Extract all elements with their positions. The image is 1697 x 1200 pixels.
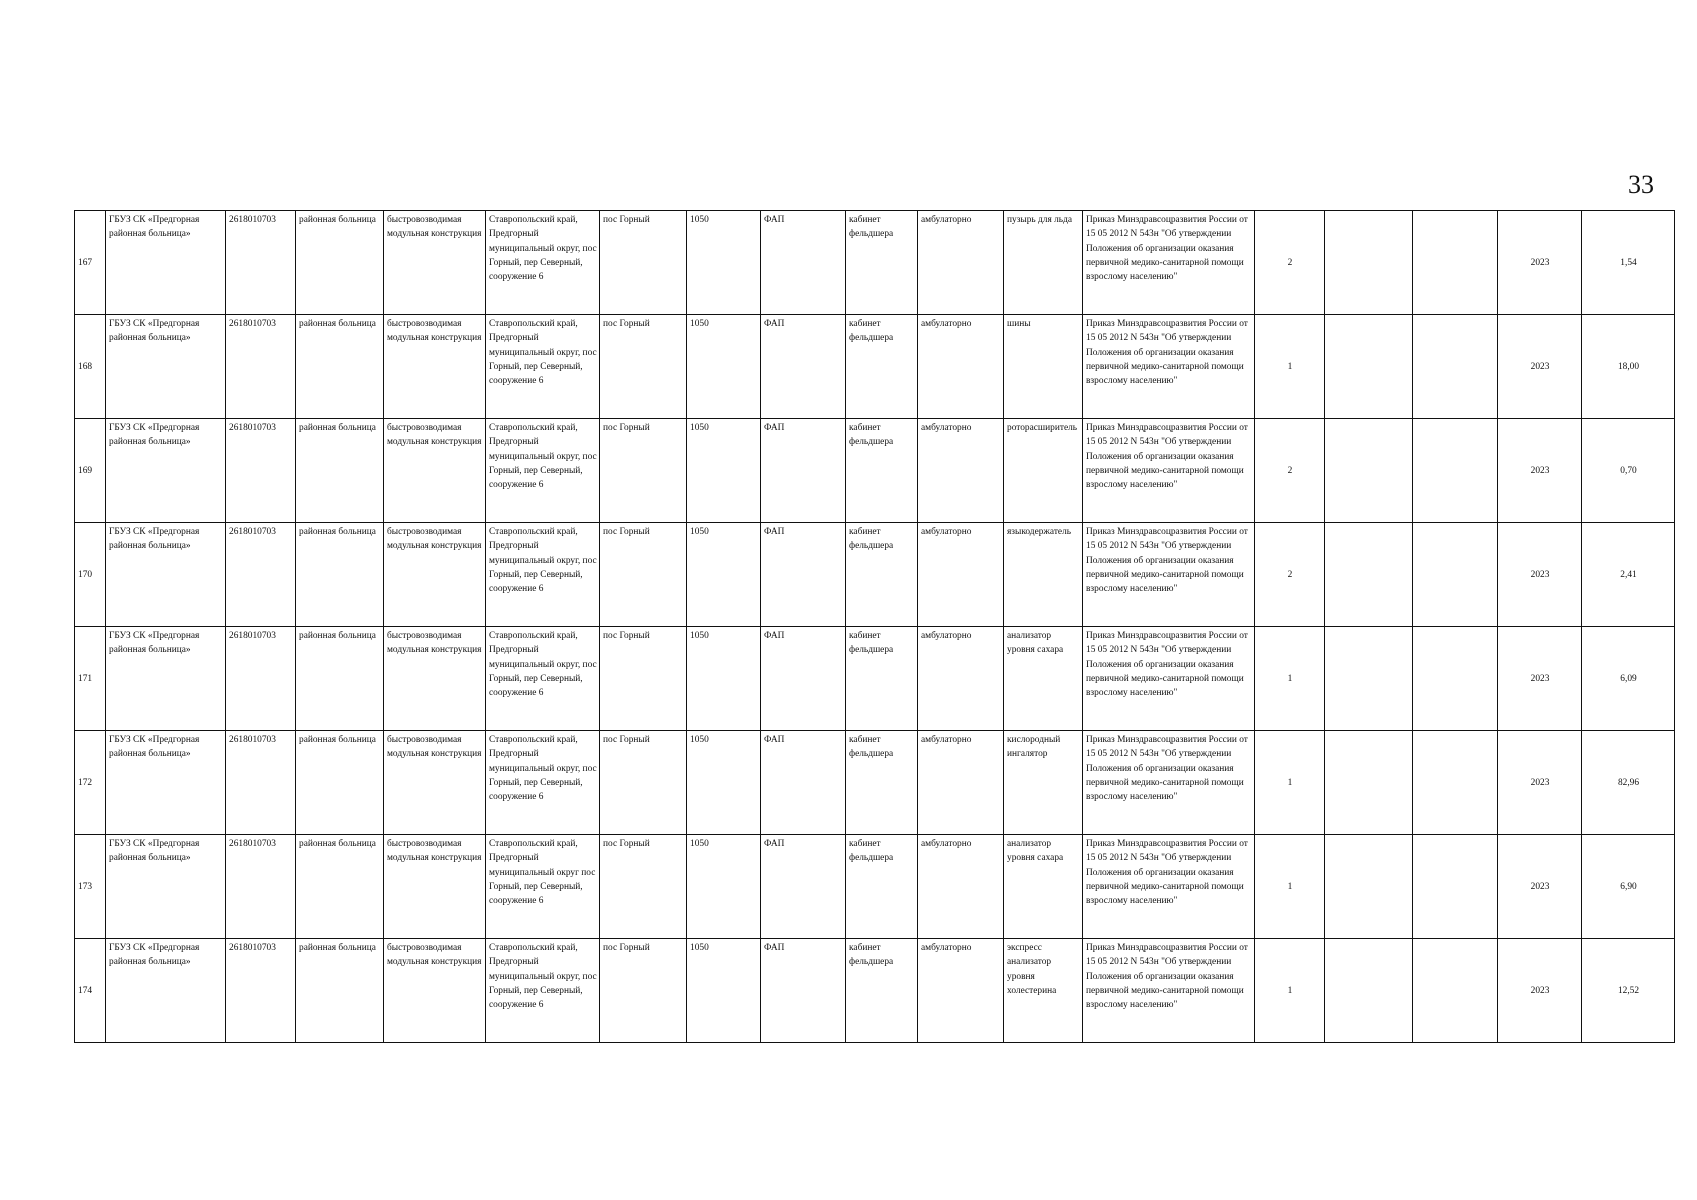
empty-cell [1413,419,1498,523]
population-cell: 1050 [687,211,761,315]
code-cell: 2618010703 [226,731,296,835]
year-cell: 2023 [1498,523,1582,627]
row-number: 172 [75,731,106,835]
settlement-cell: пос Горный [600,315,687,419]
basis-cell: Приказ Минздравсоцразвития России от 15 05 2012 N 543н "Об утверждении Положения об организации оказания первичной медико-санитарной помощи взрослому населению" [1083,419,1255,523]
equipment-cell: анализатор уровня сахара [1004,835,1083,939]
code-cell: 2618010703 [226,939,296,1043]
mode-cell: амбулаторно [918,627,1004,731]
empty-cell [1413,835,1498,939]
organization-cell: ГБУЗ СК «Предгорная районная больница» [106,211,226,315]
address-cell: Ставропольский край, Предгорный муниципальный округ, пос Горный, пер Северный, сооружение 6 [486,731,600,835]
equipment-table [74,210,1675,1043]
basis-cell: Приказ Минздравсоцразвития России от 15 05 2012 N 543н "Об утверждении Положения об организации оказания первичной медико-санитарной помощи взрослому населению" [1083,939,1255,1043]
mode-cell: амбулаторно [918,211,1004,315]
organization-cell: ГБУЗ СК «Предгорная районная больница» [106,419,226,523]
cost-cell: 6,90 [1582,835,1675,939]
building-cell: быстровозводимая модульная конструкция [384,627,486,731]
row-number: 168 [75,315,106,419]
address-cell: Ставропольский край, Предгорный муниципальный округ, пос Горный, пер Северный, сооружение 6 [486,627,600,731]
quantity-cell: 2 [1255,523,1325,627]
room-cell: кабинет фельдшера [846,939,918,1043]
population-cell: 1050 [687,523,761,627]
mode-cell: амбулаторно [918,731,1004,835]
facility-type-cell: районная больница [296,731,384,835]
row-number: 169 [75,419,106,523]
room-cell: кабинет фельдшера [846,419,918,523]
unit-cell: ФАП [761,419,846,523]
equipment-cell: языкодержатель [1004,523,1083,627]
empty-cell [1325,315,1413,419]
settlement-cell: пос Горный [600,731,687,835]
cost-cell: 82,96 [1582,731,1675,835]
address-cell: Ставропольский край, Предгорный муниципальный округ, пос Горный, пер Северный, сооружение 6 [486,211,600,315]
basis-cell: Приказ Минздравсоцразвития России от 15 05 2012 N 543н "Об утверждении Положения об организации оказания первичной медико-санитарной помощи взрослому населению" [1083,627,1255,731]
year-cell: 2023 [1498,211,1582,315]
settlement-cell: пос Горный [600,211,687,315]
settlement-cell: пос Горный [600,419,687,523]
year-cell: 2023 [1498,627,1582,731]
settlement-cell: пос Горный [600,939,687,1043]
room-cell: кабинет фельдшера [846,315,918,419]
code-cell: 2618010703 [226,419,296,523]
building-cell: быстровозводимая модульная конструкция [384,419,486,523]
empty-cell [1413,523,1498,627]
organization-cell: ГБУЗ СК «Предгорная районная больница» [106,731,226,835]
settlement-cell: пос Горный [600,627,687,731]
population-cell: 1050 [687,731,761,835]
mode-cell: амбулаторно [918,523,1004,627]
empty-cell [1325,211,1413,315]
room-cell: кабинет фельдшера [846,627,918,731]
basis-cell: Приказ Минздравсоцразвития России от 15 05 2012 N 543н "Об утверждении Положения об организации оказания первичной медико-санитарной помощи взрослому населению" [1083,211,1255,315]
code-cell: 2618010703 [226,523,296,627]
unit-cell: ФАП [761,731,846,835]
facility-type-cell: районная больница [296,939,384,1043]
table-row [75,627,1675,731]
cost-cell: 2,41 [1582,523,1675,627]
quantity-cell: 2 [1255,211,1325,315]
code-cell: 2618010703 [226,835,296,939]
quantity-cell: 1 [1255,939,1325,1043]
basis-cell: Приказ Минздравсоцразвития России от 15 05 2012 N 543н "Об утверждении Положения об организации оказания первичной медико-санитарной помощи взрослому населению" [1083,315,1255,419]
empty-cell [1413,315,1498,419]
facility-type-cell: районная больница [296,211,384,315]
empty-cell [1413,731,1498,835]
population-cell: 1050 [687,939,761,1043]
cost-cell: 6,09 [1582,627,1675,731]
cost-cell: 18,00 [1582,315,1675,419]
empty-cell [1413,627,1498,731]
empty-cell [1325,627,1413,731]
quantity-cell: 1 [1255,835,1325,939]
address-cell: Ставропольский край, Предгорный муниципальный округ, пос Горный, пер Северный, сооружение 6 [486,419,600,523]
unit-cell: ФАП [761,939,846,1043]
facility-type-cell: районная больница [296,523,384,627]
mode-cell: амбулаторно [918,419,1004,523]
code-cell: 2618010703 [226,211,296,315]
year-cell: 2023 [1498,419,1582,523]
basis-cell: Приказ Минздравсоцразвития России от 15 05 2012 N 543н "Об утверждении Положения об организации оказания первичной медико-санитарной помощи взрослому населению" [1083,835,1255,939]
equipment-cell: пузырь для льда [1004,211,1083,315]
organization-cell: ГБУЗ СК «Предгорная районная больница» [106,939,226,1043]
building-cell: быстровозводимая модульная конструкция [384,731,486,835]
empty-cell [1325,939,1413,1043]
empty-cell [1413,211,1498,315]
address-cell: Ставропольский край, Предгорный муниципальный округ, пос Горный, пер Северный, сооружение 6 [486,523,600,627]
table-row [75,419,1675,523]
room-cell: кабинет фельдшера [846,835,918,939]
unit-cell: ФАП [761,523,846,627]
mode-cell: амбулаторно [918,939,1004,1043]
table-row [75,939,1675,1043]
mode-cell: амбулаторно [918,315,1004,419]
quantity-cell: 2 [1255,419,1325,523]
cost-cell: 1,54 [1582,211,1675,315]
room-cell: кабинет фельдшера [846,731,918,835]
equipment-cell: роторасширитель [1004,419,1083,523]
row-number: 167 [75,211,106,315]
table-row [75,315,1675,419]
year-cell: 2023 [1498,315,1582,419]
building-cell: быстровозводимая модульная конструкция [384,835,486,939]
population-cell: 1050 [687,835,761,939]
population-cell: 1050 [687,627,761,731]
equipment-cell: шины [1004,315,1083,419]
population-cell: 1050 [687,419,761,523]
organization-cell: ГБУЗ СК «Предгорная районная больница» [106,627,226,731]
year-cell: 2023 [1498,939,1582,1043]
cost-cell: 12,52 [1582,939,1675,1043]
mode-cell: амбулаторно [918,835,1004,939]
table-row [75,523,1675,627]
facility-type-cell: районная больница [296,627,384,731]
table-row [75,731,1675,835]
unit-cell: ФАП [761,315,846,419]
organization-cell: ГБУЗ СК «Предгорная районная больница» [106,523,226,627]
organization-cell: ГБУЗ СК «Предгорная районная больница» [106,315,226,419]
equipment-cell: экспресс анализатор уровня холестерина [1004,939,1083,1043]
equipment-cell: кислородный ингалятор [1004,731,1083,835]
row-number: 173 [75,835,106,939]
unit-cell: ФАП [761,211,846,315]
code-cell: 2618010703 [226,627,296,731]
row-number: 174 [75,939,106,1043]
unit-cell: ФАП [761,835,846,939]
building-cell: быстровозводимая модульная конструкция [384,523,486,627]
facility-type-cell: районная больница [296,419,384,523]
settlement-cell: пос Горный [600,835,687,939]
empty-cell [1325,419,1413,523]
page-number: 33 [1628,170,1654,199]
building-cell: быстровозводимая модульная конструкция [384,211,486,315]
empty-cell [1413,939,1498,1043]
row-number: 170 [75,523,106,627]
building-cell: быстровозводимая модульная конструкция [384,315,486,419]
year-cell: 2023 [1498,731,1582,835]
population-cell: 1050 [687,315,761,419]
cost-cell: 0,70 [1582,419,1675,523]
empty-cell [1325,731,1413,835]
empty-cell [1325,835,1413,939]
room-cell: кабинет фельдшера [846,523,918,627]
year-cell: 2023 [1498,835,1582,939]
quantity-cell: 1 [1255,627,1325,731]
address-cell: Ставропольский край, Предгорный муниципальный округ пос Горный, пер Северный, сооружение 6 [486,835,600,939]
table-row [75,211,1675,315]
address-cell: Ставропольский край, Предгорный муниципальный округ, пос Горный, пер Северный, сооружение 6 [486,939,600,1043]
equipment-cell: анализатор уровня сахара [1004,627,1083,731]
table-row [75,835,1675,939]
basis-cell: Приказ Минздравсоцразвития России от 15 05 2012 N 543н "Об утверждении Положения об организации оказания первичной медико-санитарной помощи взрослому населению" [1083,731,1255,835]
basis-cell: Приказ Минздравсоцразвития России от 15 05 2012 N 543н "Об утверждении Положения об организации оказания первичной медико-санитарной помощи взрослому населению" [1083,523,1255,627]
row-number: 171 [75,627,106,731]
address-cell: Ставропольский край, Предгорный муниципальный округ, пос Горный, пер Северный, сооружение 6 [486,315,600,419]
settlement-cell: пос Горный [600,523,687,627]
facility-type-cell: районная больница [296,835,384,939]
empty-cell [1325,523,1413,627]
facility-type-cell: районная больница [296,315,384,419]
quantity-cell: 1 [1255,315,1325,419]
organization-cell: ГБУЗ СК «Предгорная районная больница» [106,835,226,939]
unit-cell: ФАП [761,627,846,731]
room-cell: кабинет фельдшера [846,211,918,315]
building-cell: быстровозводимая модульная конструкция [384,939,486,1043]
quantity-cell: 1 [1255,731,1325,835]
code-cell: 2618010703 [226,315,296,419]
